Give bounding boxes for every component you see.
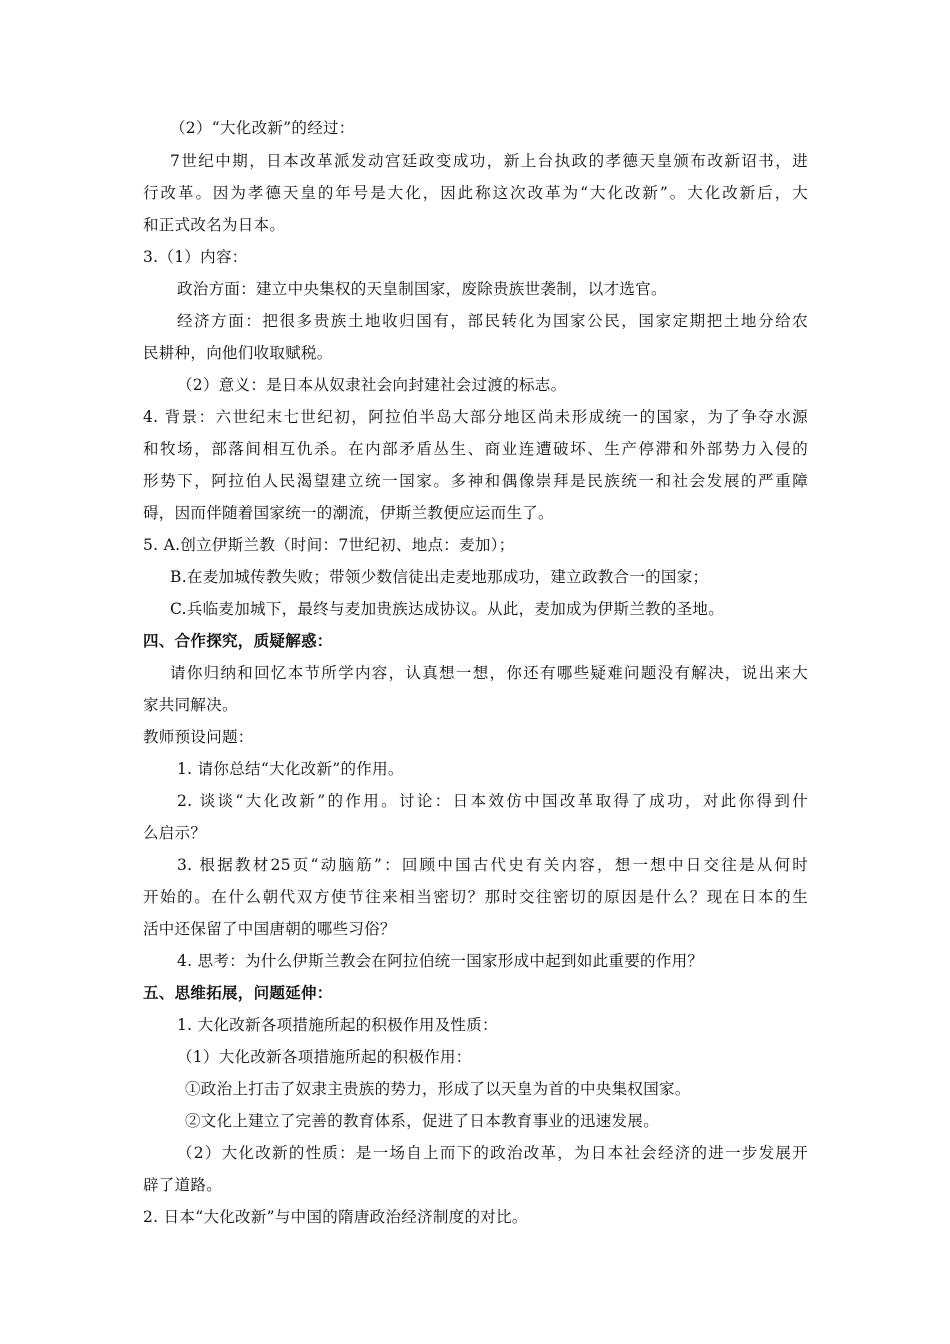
text-line: 行改革。因为孝德天皇的年号是大化，因此称这次改革为“大化改新”。大化改新后，大 xyxy=(143,184,808,202)
text-line: 3. 根据教材25页“动脑筋”：回顾中国古代史有关内容，想一想中日交往是从何时 xyxy=(177,856,808,874)
text-line: 政治方面：建立中央集权的天皇制国家，废除贵族世袭制，以才选官。 xyxy=(177,280,667,298)
text-line: 家共同解决。 xyxy=(143,696,238,714)
text-line: （2）大化改新的性质：是一场自上而下的政治改革，为日本社会经济的进一步发展开 xyxy=(177,1144,808,1162)
text-line: （2）“大化改新”的经过： xyxy=(170,119,355,137)
section-heading: 四、合作探究，质疑解惑： xyxy=(143,631,333,650)
text-line: 教师预设问题： xyxy=(143,728,254,746)
text-line: （2）意义：是日本从奴隶社会向封建社会过渡的标志。 xyxy=(177,376,567,394)
text-line: 辟了道路。 xyxy=(143,1176,223,1194)
section-heading: 五、思维拓展，问题延伸： xyxy=(143,983,333,1002)
text-line: 民耕种，向他们收取赋税。 xyxy=(143,344,333,362)
text-line: 1. 大化改新各项措施所起的积极作用及性质： xyxy=(177,1016,498,1034)
text-line: 2. 谈谈“大化改新”的作用。讨论：日本效仿中国改革取得了成功，对此你得到什 xyxy=(177,792,808,810)
text-line: 和正式改名为日本。 xyxy=(143,216,286,234)
text-line: 碍，因而伴随着国家统一的潮流，伊斯兰教便应运而生了。 xyxy=(143,504,554,522)
text-line: 2. 日本“大化改新”与中国的隋唐政治经济制度的对比。 xyxy=(143,1208,528,1226)
text-line: 4. 背景：六世纪末七世纪初，阿拉伯半岛大部分地区尚未形成统一的国家，为了争夺水源 xyxy=(143,408,808,426)
text-line: 形势下，阿拉伯人民渴望建立统一国家。多神和偶像崇拜是民族统一和社会发展的严重障 xyxy=(143,472,808,490)
text-line: ②文化上建立了完善的教育体系，促进了日本教育事业的迅速发展。 xyxy=(185,1112,660,1130)
text-line: 1. 请你总结“大化改新”的作用。 xyxy=(177,760,404,778)
text-line: 么启示？ xyxy=(143,824,207,842)
text-line: 5. A.创立伊斯兰教（时间：7世纪初、地点：麦加）； xyxy=(143,536,515,554)
text-line: B.在麦加城传教失败；带领少数信徒出走麦地那成功，建立政教合一的国家； xyxy=(170,568,709,586)
text-line: ①政治上打击了奴隶主贵族的势力，形成了以天皇为首的中央集权国家。 xyxy=(185,1080,691,1098)
text-line: 开始的。在什么朝代双方使节往来相当密切？那时交往密切的原因是什么？现在日本的生 xyxy=(143,888,808,906)
text-line: 和牧场，部落间相互仇杀。在内部矛盾丛生、商业连遭破坏、生产停滞和外部势力入侵的 xyxy=(143,440,808,458)
text-line: 7世纪中期，日本改革派发动宫廷政变成功，新上台执政的孝德天皇颁布改新诏书，进 xyxy=(170,152,808,170)
text-line: 经济方面：把很多贵族土地收归国有，部民转化为国家公民，国家定期把土地分给农 xyxy=(177,312,808,330)
text-line: 3.（1）内容： xyxy=(143,248,248,266)
text-line: C.兵临麦加城下，最终与麦加贵族达成协议。从此，麦加成为伊斯兰教的圣地。 xyxy=(170,600,725,618)
text-line: 活中还保留了中国唐朝的哪些习俗？ xyxy=(143,920,396,938)
text-line: 4. 思考：为什么伊斯兰教会在阿拉伯统一国家形成中起到如此重要的作用？ xyxy=(177,952,704,970)
text-line: （1）大化改新各项措施所起的积极作用： xyxy=(177,1048,472,1066)
text-line: 请你归纳和回忆本节所学内容，认真想一想，你还有哪些疑难问题没有解决，说出来大 xyxy=(170,664,808,682)
